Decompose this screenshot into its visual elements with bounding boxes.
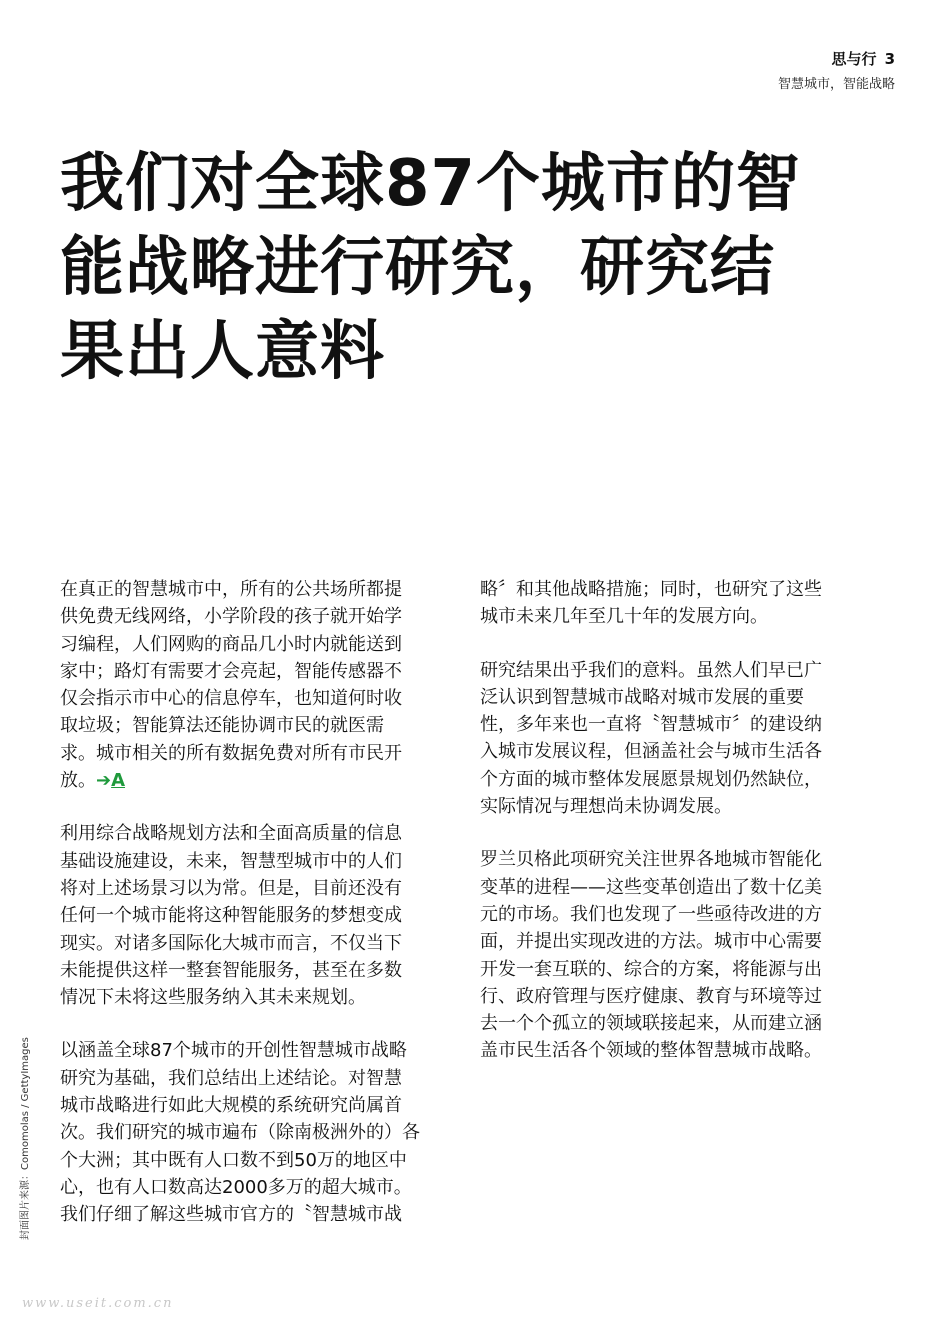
text-line: 未能提供这样一整套智能服务，甚至在多数 — [60, 959, 402, 981]
text-line: 盖市民生活各个领域的整体智慧城市战略。 — [480, 1040, 822, 1062]
text-line: 基础设施建设，未来，智慧型城市中的人们 — [60, 850, 402, 872]
page-title — [60, 142, 880, 394]
text-line: 以涵盖全球87个城市的开创性智慧城市战略 — [60, 1040, 407, 1062]
text-line: 面，并提出实现改进的方法。城市中心需要 — [480, 931, 822, 953]
text-segment: 放。 — [60, 770, 96, 792]
paragraph — [60, 820, 458, 1011]
text-line: 个方面的城市整体发展愿景规划仍然缺位， — [480, 768, 822, 790]
paragraph — [480, 576, 878, 631]
text-line: 将对上述场景习以为常。但是，目前还没有 — [60, 877, 402, 899]
text-line: 情况下未将这些服务纳入其未来规划。 — [60, 987, 366, 1009]
section-name: 思与行 — [831, 50, 877, 68]
reference-link-label: A — [111, 770, 126, 792]
text-line: 次。我们研究的城市遍布（除南极洲外的）各 — [60, 1122, 420, 1144]
left-column — [60, 576, 458, 1255]
text-line: 罗兰贝格此项研究关注世界各地城市智能化 — [480, 849, 822, 871]
text-line: 利用综合战略规划方法和全面高质量的信息 — [60, 823, 402, 845]
paragraph — [60, 576, 458, 794]
text-line: 城市战略进行如此大规模的系统研究尚属首 — [60, 1095, 402, 1117]
text-line — [60, 767, 458, 794]
text-line: 略〞和其他战略措施；同时，也研究了这些 — [480, 579, 822, 600]
section-subtitle: 智慧城市，智能战略 — [777, 77, 895, 92]
title-line: 我们对全球87个城市的智 — [60, 147, 802, 221]
image-credit: 封面图片来源：Comomolas / GettyImages — [20, 1037, 31, 1240]
text-line: 求。城市相关的所有数据免费对所有市民开 — [60, 742, 402, 764]
page-number: 3 — [884, 50, 895, 68]
text-line: 泛认识到智慧城市战略对城市发展的重要 — [480, 686, 804, 708]
text-line: 现实。对诸多国际化大城市而言，不仅当下 — [60, 932, 402, 954]
text-line: 实际情况与理想尚未协调发展。 — [480, 796, 732, 818]
text-line: 仅会指示市中心的信息停车，也知道何时收 — [60, 688, 402, 710]
text-line: 去一个个孤立的领域联接起来，从而建立涵 — [480, 1013, 822, 1035]
text-line: 变革的进程——这些变革创造出了数十亿美 — [480, 876, 822, 898]
text-line: 取垃圾；智能算法还能协调市民的就医需 — [60, 715, 384, 737]
text-line: 家中；路灯有需要才会亮起，智能传感器不 — [60, 660, 402, 682]
text-line: 个大洲；其中既有人口数不到50万的地区中 — [60, 1149, 407, 1171]
arrow-right-icon: ➔ — [96, 770, 112, 792]
text-line: 研究结果出乎我们的意料。虽然人们早已广 — [480, 659, 822, 681]
text-line: 习编程，人们网购的商品几小时内就能送到 — [60, 633, 402, 655]
paragraph — [480, 846, 878, 1064]
title-line: 果出人意料 — [60, 315, 385, 389]
text-line: 研究为基础，我们总结出上述结论。对智慧 — [60, 1067, 402, 1089]
paragraph — [480, 657, 878, 821]
text-line: 在真正的智慧城市中，所有的公共场所都提 — [60, 579, 402, 600]
section-label — [778, 48, 895, 69]
text-line: 性，多年来也一直将〝智慧城市〞的建设纳 — [480, 714, 822, 736]
right-column — [480, 576, 878, 1091]
title-line: 能战略进行研究，研究结 — [60, 231, 775, 305]
watermark: www.useit.com.cn — [22, 1296, 174, 1311]
text-line: 我们仔细了解这些城市官方的〝智慧城市战 — [60, 1204, 402, 1226]
page-header — [778, 48, 895, 92]
text-line: 入城市发展议程，但涵盖社会与城市生活各 — [480, 741, 822, 763]
text-line: 供免费无线网络，小学阶段的孩子就开始学 — [60, 606, 402, 628]
reference-link-a[interactable] — [96, 770, 125, 791]
text-line: 开发一套互联的、综合的方案，将能源与出 — [480, 958, 822, 980]
text-line: 任何一个城市能将这种智能服务的梦想变成 — [60, 905, 402, 927]
text-line: 城市未来几年至几十年的发展方向。 — [480, 606, 768, 628]
text-line: 元的市场。我们也发现了一些亟待改进的方 — [480, 903, 822, 925]
text-line: 行、政府管理与医疗健康、教育与环境等过 — [480, 985, 822, 1007]
text-line: 心，也有人口数高达2000多万的超大城市。 — [60, 1176, 412, 1198]
paragraph — [60, 1037, 458, 1228]
